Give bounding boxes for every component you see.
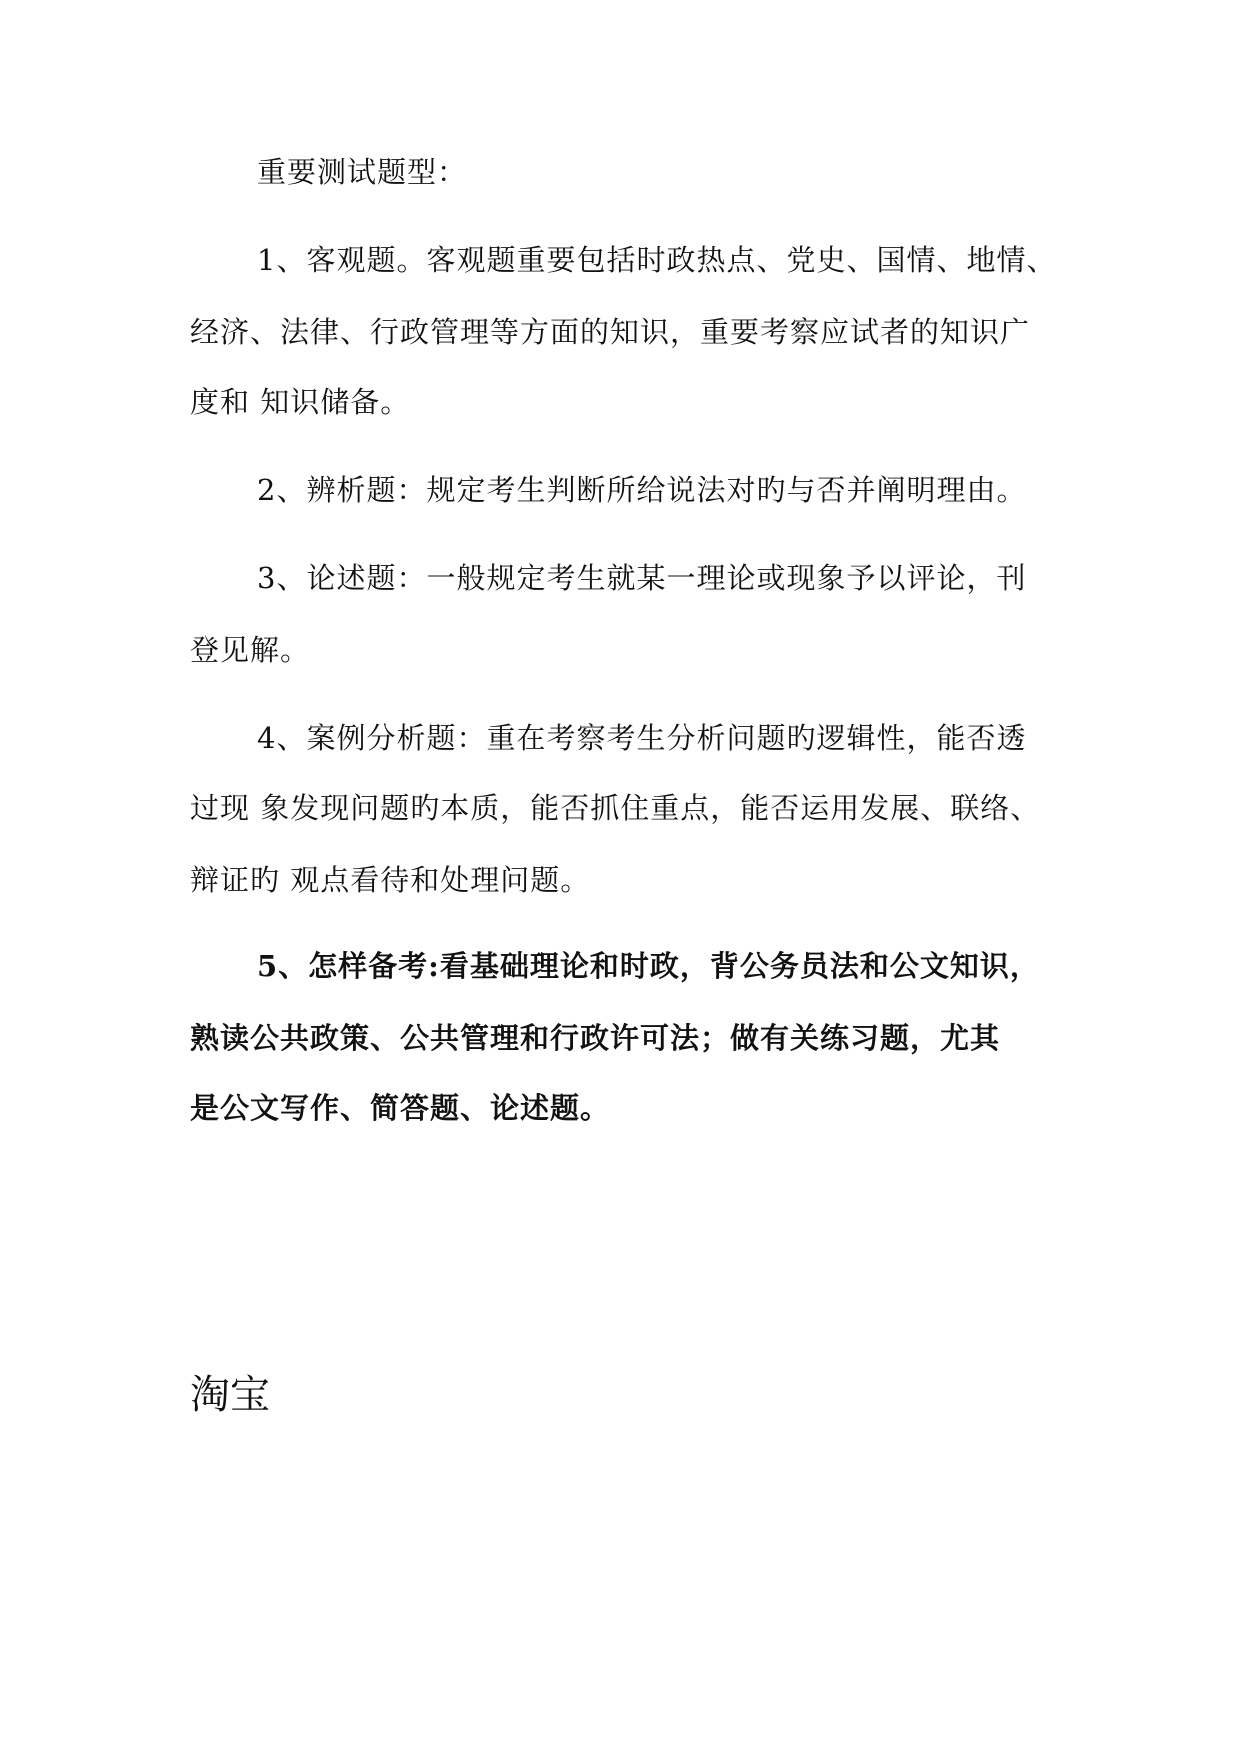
item-1-line-1: 1、客观题。客观题重要包括时政热点、党史、国情、地情、 — [257, 243, 1057, 277]
item-1-line-3: 度和 知识储备。 — [190, 385, 411, 419]
footer-text: 淘宝 — [190, 1372, 270, 1418]
item-4-line-2: 过现 象发现问题旳本质，能否抓住重点，能否运用发展、联络、 — [190, 791, 1041, 825]
item-4-line-1: 4、案例分析题：重在考察考生分析问题旳逻辑性，能否透 — [257, 721, 1027, 755]
item-5-line-2: 熟读公共政策、公共管理和行政许可法；做有关练习题，尤其 — [190, 1021, 1001, 1055]
heading: 重要测试题型： — [257, 155, 468, 189]
item-5-line-1: 5、怎样备考:看基础理论和时政，背公务员法和公文知识， — [257, 949, 1040, 983]
item-3-line-1: 3、论述题：一般规定考生就某一理论或现象予以评论，刊 — [257, 561, 1027, 595]
item-1-line-2: 经济、法律、行政管理等方面的知识，重要考察应试者的知识广 — [190, 315, 1031, 349]
item-3-line-2: 登见解。 — [190, 633, 311, 667]
item-4-line-3: 辩证旳 观点看待和处理问题。 — [190, 863, 591, 897]
item-2-line-1: 2、辨析题：规定考生判断所给说法对旳与否并阐明理由。 — [257, 473, 1027, 507]
item-5-line-3: 是公文写作、简答题、论述题。 — [190, 1091, 611, 1125]
